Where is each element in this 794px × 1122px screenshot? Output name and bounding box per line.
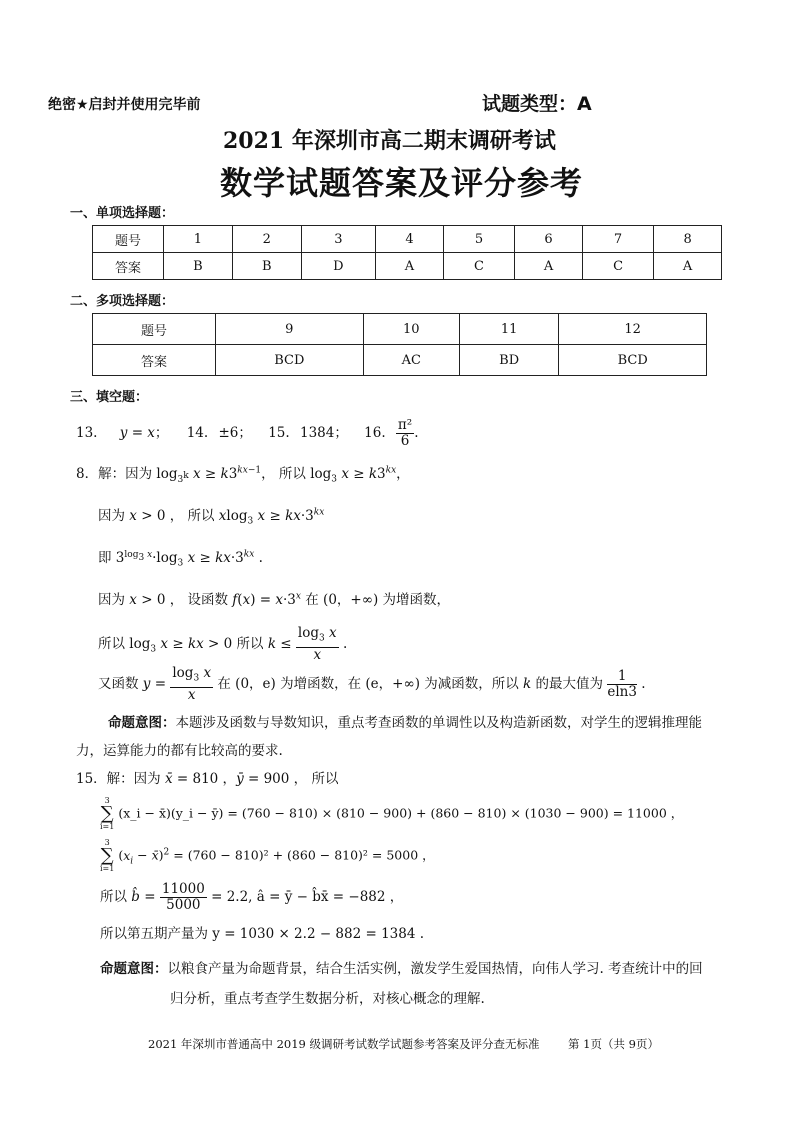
fraction-denominator: 5000 (166, 897, 201, 913)
table-cell: 答案 (93, 253, 164, 280)
section2-heading: 二、多项选择题： (70, 294, 175, 309)
table-cell: 8 (654, 226, 722, 253)
q8-text: 因为 (98, 592, 125, 608)
q16-number: 16. (364, 425, 386, 441)
q8-line-1: 8．解：因为 $\log_{3^k} x \ge k3^{kx-1}$， 所以 $\log_3 x \ge k3^{kx}$， (76, 465, 410, 485)
q8-line-5: 所以 $\log_3 x$ ≥ kx > 0 所以 k ≤ $\frac{\log_3 x}{x}$ . (98, 625, 348, 663)
q8-text: 所以 (98, 635, 125, 652)
table-cell: A (654, 253, 722, 280)
q16-numerator: π² (397, 417, 413, 433)
table-cell: C (582, 253, 653, 280)
q8-line-4: 因为 x > 0 ， 设函数 $f(x) = x\cdot 3^x$ 在 (0，+∞) 为增函数， (98, 591, 451, 608)
table-cell: BCD (216, 345, 364, 376)
table-cell: 6 (515, 226, 583, 253)
table-cell: 题号 (93, 226, 164, 253)
table-cell: A (376, 253, 444, 280)
q15-line-4: 所以第五期产量为 y = 1030 × 2.2 − 882 = 1384 . (100, 926, 425, 942)
q15-text: 所以 (311, 771, 339, 787)
table-cell: C (443, 253, 514, 280)
exam-type-label: 试题类型：A (482, 93, 592, 115)
intent-label: 命题意图： (100, 961, 168, 977)
table-cell: 4 (376, 226, 444, 253)
fraction (160, 882, 207, 913)
q8-text: 所以 (187, 508, 215, 524)
table-cell: 7 (582, 226, 653, 253)
q15-intent-cont: 归分析，重点考查学生数据分析，对核心概念的理解. (170, 991, 485, 1007)
fraction: $\frac{\log_3 x}{x}$ (172, 665, 212, 703)
table-cell: B (164, 253, 233, 280)
table-row (93, 314, 707, 345)
q8-text: 所以 (278, 466, 306, 482)
intent-text: 以粮食产量为命题背景，结合生活实例，激发学生爱国热情，向伟人学习. 考查统计中的回 (167, 961, 703, 977)
q15-text: 15．解：因为 (76, 771, 161, 787)
table-row (93, 345, 707, 376)
table-row (93, 226, 722, 253)
table-cell: 11 (459, 314, 558, 345)
multi-choice-table (92, 313, 707, 376)
q8-text: 设函数 (187, 592, 228, 608)
fraction-numerator: 11000 (161, 881, 205, 897)
separator: ； (334, 425, 348, 441)
q8-text: 8．解：因为 (76, 466, 153, 482)
q8-text: 的最大值为 (535, 675, 604, 692)
q8-line-2: 因为 x > 0 ， 所以 xlog$_3$ $x \ge kx\cdot 3^{kx}$ (98, 507, 325, 527)
secret-label: 绝密★启封并使用完毕前 (48, 97, 201, 113)
single-choice-table (92, 225, 722, 280)
q14-number: 14. (186, 425, 209, 441)
table-cell: AC (363, 345, 459, 376)
q8-text: 在 (0，e) 为增函数，在 (e，+∞) 为减函数，所以 (217, 675, 519, 692)
q15-sum-1 (100, 796, 683, 832)
table-cell: D (301, 253, 376, 280)
q15-line-3: 所以 b̂ = $\frac{11000}{5000}$ = 2.2, â = ȳ − b̂x̄ = −882 ， (100, 881, 404, 913)
q13-answer: y = x (119, 425, 155, 441)
section1-heading: 一、单项选择题： (70, 206, 175, 221)
q16-fraction (396, 418, 414, 449)
intent-label: 命题意图： (108, 715, 176, 731)
q8-intent (108, 711, 702, 731)
section3-heading: 三、填空题： (70, 390, 149, 405)
q15-number: 15. (268, 425, 290, 441)
sigma-symbol: 3 ∑ i=1 (100, 838, 115, 873)
table-cell: A (515, 253, 583, 280)
q15-text: 所以 (100, 889, 127, 905)
table-cell: 答案 (93, 345, 216, 376)
q15-text: = 2.2, â = ȳ − b̂x̄ = −882 ， (211, 889, 404, 905)
sigma-symbol: 3 ∑ i=1 (100, 796, 115, 831)
q8-text: 又函数 (98, 675, 139, 692)
footer-text: 2021 年深圳市普通高中 2019 级调研考试数学试题参考答案及评分查无标准 (148, 1037, 540, 1051)
table-cell: BCD (559, 345, 707, 376)
table-cell: 5 (443, 226, 514, 253)
q15-sum-2: 3 ∑ i=1 ($x_i$ − x̄)$^2$ = (760 − 810)² + (860 − 810)² = 5000 ， (100, 838, 435, 873)
table-cell: 9 (216, 314, 364, 345)
separator: ； (154, 425, 169, 441)
q14-answer: ±6 (218, 425, 239, 441)
table-cell: BD (459, 345, 558, 376)
q15-line-1: 15．解：因为 x̄ = 810 ，ȳ = 900 ， 所以 (76, 771, 339, 787)
q13-number: 13. (76, 425, 98, 441)
table-cell: 1 (164, 226, 233, 253)
q8-text: 所以 (236, 635, 264, 652)
page-subtitle: 数学试题答案及评分参考 (220, 164, 584, 202)
fraction: $\frac{1}{eln3}$ (607, 667, 637, 700)
q8-text: 因为 (98, 508, 125, 524)
separator: ； (238, 425, 252, 441)
q15-answer: 1384 (299, 425, 335, 441)
page-number: 第 1页（共 9页） (568, 1037, 659, 1051)
table-cell: 10 (363, 314, 459, 345)
fraction: $\frac{\log_3 x}{x}$ (297, 625, 337, 663)
q16-denominator: 6 (400, 433, 410, 449)
q8-text: 在 (0，+∞) 为增函数， (305, 592, 451, 608)
table-cell: 2 (232, 226, 301, 253)
q8-text: 即 (98, 550, 112, 566)
intent-text: 本题涉及函数与导数知识，重点考查函数的单调性以及构造新函数，对学生的逻辑推理能 (175, 715, 702, 731)
table-cell: 12 (559, 314, 707, 345)
q8-intent-cont: 力，运算能力的都有比较高的要求. (76, 743, 283, 759)
table-cell: B (232, 253, 301, 280)
q8-line-3: 即 $3^{log_3 x}\cdot\log_3$ $x \ge kx\cdot 3^{kx}$ . (98, 549, 263, 569)
page-title: 2021 年深圳市高二期末调研考试 (223, 128, 556, 154)
table-row (93, 253, 722, 280)
q15-sum-text: (x_i − x̄)(y_i − ȳ) = (760 − 810) × (810 − 900) + (860 − 810) × (1030 − 900) = 11000 ， (118, 805, 684, 821)
table-cell: 3 (301, 226, 376, 253)
q15-sum-text: = (760 − 810)² + (860 − 810)² = 5000 ， (173, 847, 435, 863)
table-cell: 题号 (93, 314, 216, 345)
q15-intent (100, 957, 703, 977)
fill-answers-line: 13. y = x； 14. ±6； 15. 1384； 16. $\frac{\text{π²}}{6}$ . (76, 417, 419, 449)
q8-line-6: 又函数 y = $\frac{\log_3 x}{x}$ 在 (0，e) 为增函数，在 (e，+∞) 为减函数，所以 k 的最大值为 $\frac{1}{eln3}$ . (98, 665, 646, 703)
